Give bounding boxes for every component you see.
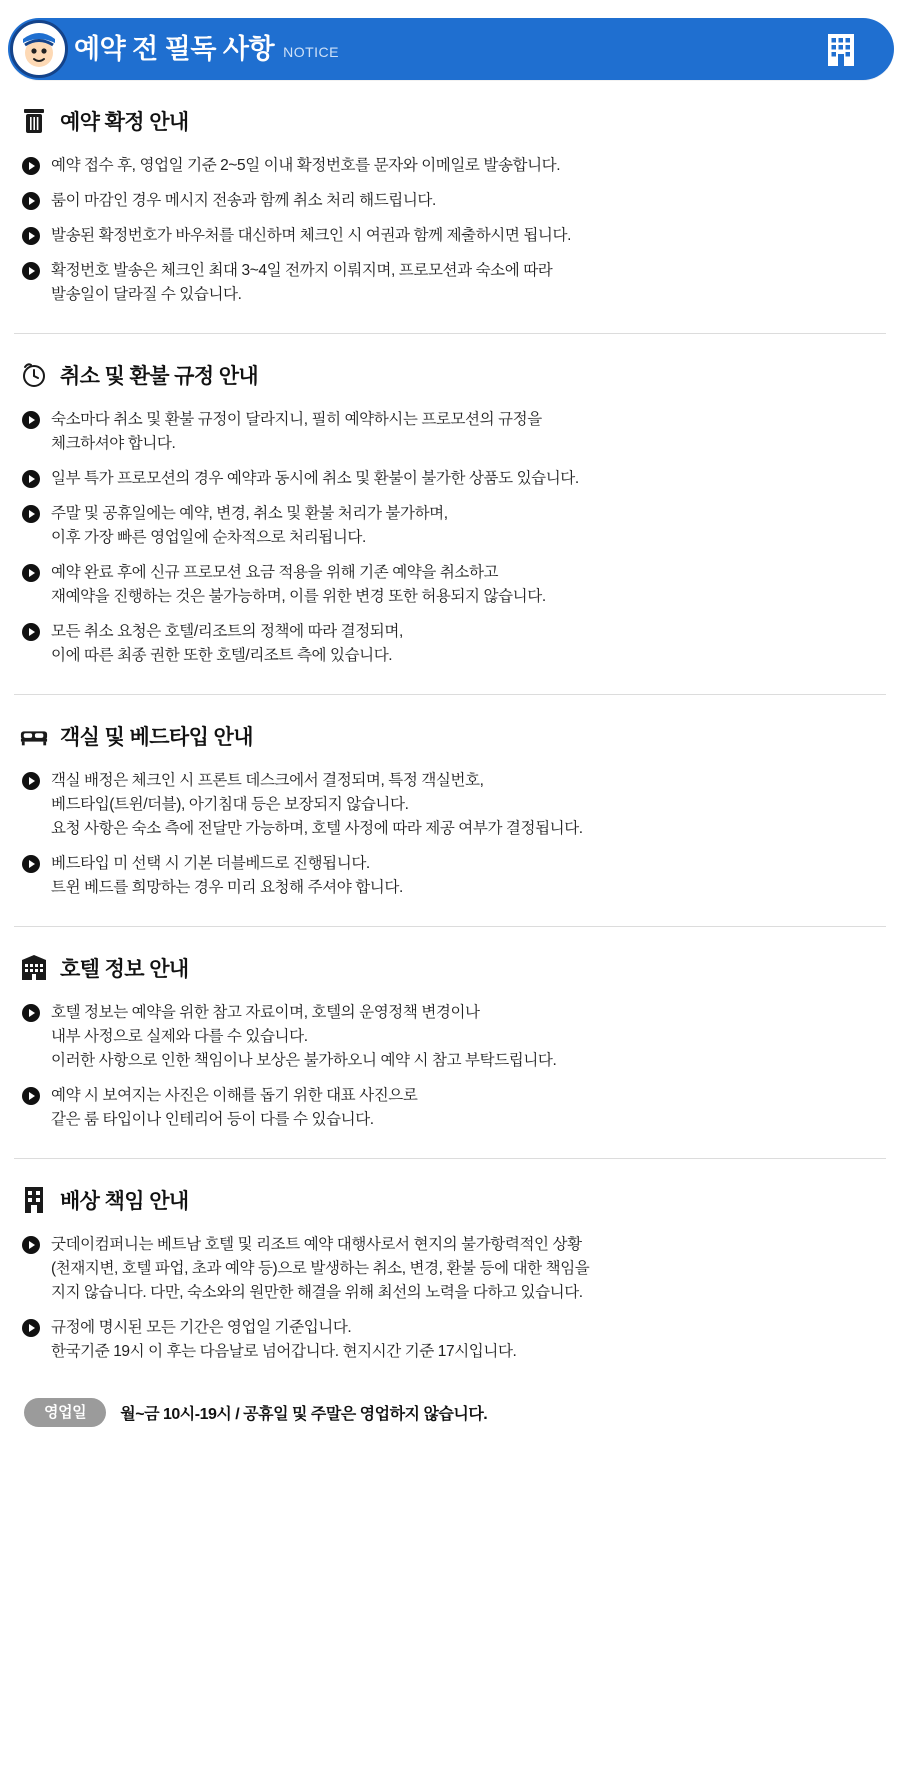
hotel-building-icon	[824, 30, 858, 68]
section-title: 객실 및 베드타입 안내	[60, 726, 253, 750]
section-header	[14, 953, 886, 983]
section-header	[14, 721, 886, 751]
list-item	[14, 154, 886, 178]
list-item	[14, 620, 886, 668]
play-bullet-icon	[22, 1319, 40, 1337]
list-item-text: 발송된 확정번호가 바우처를 대신하며 체크인 시 여권과 함께 제출하시면 됩니다.	[51, 227, 571, 245]
play-bullet-icon	[22, 411, 40, 429]
list-item-text: 객실 배정은 체크인 시 프론트 데스크에서 결정되며, 특정 객실번호, 베드타입(트윈/더블), 아기침대 등은 보장되지 않습니다. 요청 사항은 숙소 측에 전달만 가능하며, 호텔 사정에 따라 제공 여부가 결정됩니다.	[51, 772, 583, 838]
section-header	[14, 360, 886, 390]
trash-bin-icon	[20, 106, 48, 136]
list-item	[14, 224, 886, 248]
list-item	[14, 259, 886, 307]
list-item-text: 일부 특가 프로모션의 경우 예약과 동시에 취소 및 환불이 불가한 상품도 있습니다.	[51, 470, 579, 488]
list-item	[14, 561, 886, 609]
list-item-text: 규정에 명시된 모든 기간은 영업일 기준입니다. 한국기준 19시 이 후는 다음날로 넘어갑니다. 현지시간 기준 17시입니다.	[51, 1319, 517, 1361]
section-reservation-confirmation	[14, 80, 886, 307]
play-bullet-icon	[22, 1236, 40, 1254]
section-hotel-info	[14, 926, 886, 1132]
list-item	[14, 1316, 886, 1364]
section-liability	[14, 1158, 886, 1364]
list-item	[14, 189, 886, 213]
list-item-text: 숙소마다 취소 및 환불 규정이 달라지니, 필히 예약하시는 프로모션의 규정을 체크하셔야 합니다.	[51, 411, 542, 453]
list-item	[14, 502, 886, 550]
section-title: 호텔 정보 안내	[60, 958, 189, 982]
mascot-character-icon	[10, 20, 68, 78]
list-item	[14, 408, 886, 456]
status-badge: 영업일	[24, 1398, 106, 1427]
play-bullet-icon	[22, 157, 40, 175]
list-item	[14, 467, 886, 491]
page-subtitle: NOTICE	[283, 44, 339, 60]
list-item-text: 예약 접수 후, 영업일 기준 2~5일 이내 확정번호를 문자와 이메일로 발송합니다.	[51, 157, 561, 174]
play-bullet-icon	[22, 192, 40, 210]
play-bullet-icon	[22, 772, 40, 790]
list-item-text: 확정번호 발송은 체크인 최대 3~4일 전까지 이뤄지며, 프로모션과 숙소에 따라 발송일이 달라질 수 있습니다.	[51, 262, 553, 304]
play-bullet-icon	[22, 564, 40, 582]
business-hours-text: 월~금 10시-19시 / 공휴일 및 주말은 영업하지 않습니다.	[120, 1406, 488, 1424]
play-bullet-icon	[22, 1087, 40, 1105]
page-title: 예약 전 필독 사항	[74, 33, 275, 64]
play-bullet-icon	[22, 623, 40, 641]
section-title: 배상 책임 안내	[60, 1190, 189, 1214]
building-icon	[20, 1185, 48, 1215]
section-header	[14, 106, 886, 136]
play-bullet-icon	[22, 505, 40, 523]
play-bullet-icon	[22, 855, 40, 873]
play-bullet-icon	[22, 1004, 40, 1022]
section-room-bedtype	[14, 694, 886, 900]
play-bullet-icon	[22, 227, 40, 245]
alarm-clock-icon	[20, 360, 48, 390]
list-item-text: 호텔 정보는 예약을 위한 참고 자료이며, 호텔의 운영정책 변경이나 내부 사정으로 실제와 다를 수 있습니다. 이러한 사항으로 인한 책임이나 보상은 불가하오니 예약 시 참고 부탁드립니다.	[51, 1004, 557, 1070]
hotel-icon	[20, 953, 48, 983]
list-item	[14, 1084, 886, 1132]
page-banner	[8, 18, 894, 80]
business-hours-note	[24, 1398, 886, 1427]
section-title: 예약 확정 안내	[60, 111, 189, 134]
play-bullet-icon	[22, 470, 40, 488]
list-item	[14, 1233, 886, 1305]
bed-icon	[20, 721, 48, 751]
section-cancellation-refund	[14, 333, 886, 668]
list-item	[14, 852, 886, 900]
list-item	[14, 769, 886, 841]
play-bullet-icon	[22, 262, 40, 280]
list-item-text: 굿데이컴퍼니는 베트남 호텔 및 리조트 예약 대행사로서 현지의 불가항력적인 상황 (천재지변, 호텔 파업, 초과 예약 등)으로 발생하는 취소, 변경, 환불 등에 대한 책임을 지지 않습니다. 다만, 숙소와의 원만한 해결을 위해 최선의 노력을 다하고 있습니다.	[51, 1236, 590, 1302]
list-item-text: 베드타입 미 선택 시 기본 더블베드로 진행됩니다. 트윈 베드를 희망하는 경우 미리 요청해 주셔야 합니다.	[51, 855, 403, 897]
list-item-text: 모든 취소 요청은 호텔/리조트의 정책에 따라 결정되며, 이에 따른 최종 권한 또한 호텔/리조트 측에 있습니다.	[51, 623, 403, 665]
list-item	[14, 1001, 886, 1073]
list-item-text: 주말 및 공휴일에는 예약, 변경, 취소 및 환불 처리가 불가하며, 이후 가장 빠른 영업일에 순차적으로 처리됩니다.	[51, 505, 448, 547]
section-header	[14, 1185, 886, 1215]
section-title: 취소 및 환불 규정 안내	[60, 365, 259, 389]
list-item-text: 룸이 마감인 경우 메시지 전송과 함께 취소 처리 해드립니다.	[51, 192, 436, 210]
list-item-text: 예약 시 보여지는 사진은 이해를 돕기 위한 대표 사진으로 같은 룸 타입이나 인테리어 등이 다를 수 있습니다.	[51, 1087, 418, 1129]
list-item-text: 예약 완료 후에 신규 프로모션 요금 적용을 위해 기존 예약을 취소하고 재예약을 진행하는 것은 불가능하며, 이를 위한 변경 또한 허용되지 않습니다.	[51, 564, 546, 606]
notice-content	[0, 80, 908, 1427]
